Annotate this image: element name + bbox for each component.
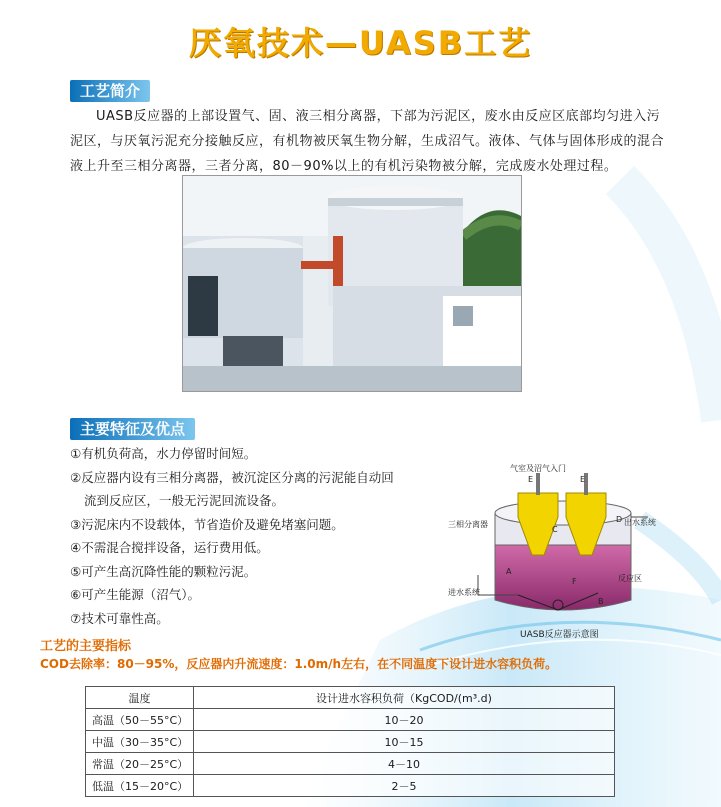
table-row [86, 753, 615, 775]
table-row [86, 775, 615, 797]
section-heading-intro: 工艺简介 [70, 80, 150, 102]
diagram-label-c: C [552, 525, 558, 534]
diagram-label-b: B [598, 597, 604, 606]
table-cell-load: 4－10 [194, 753, 615, 775]
diagram-label-outlet: 出水系统 [624, 518, 656, 527]
diagram-label-inlet: 进水系统 [448, 588, 480, 597]
diagram-label-a: A [506, 567, 512, 576]
feature-item: ⑥可产生能源（沼气）。 [70, 587, 200, 602]
uasb-diagram-graphic [448, 455, 658, 645]
diagram-label-e2: E [580, 475, 586, 484]
table-cell-load: 10－15 [194, 731, 615, 753]
section-heading-features: 主要特征及优点 [70, 418, 195, 440]
feature-item: ⑦技术可靠性高。 [70, 610, 169, 626]
table-cell-temperature: 中温（30－35°C） [86, 731, 194, 753]
feature-item-continuation: 流到反应区，一般无污泥回流设备。 [84, 493, 285, 508]
table-header-row [86, 687, 615, 709]
table-row [86, 731, 615, 753]
table-cell-temperature: 常温（20－25°C） [86, 753, 194, 775]
metrics-heading: 工艺的主要指标 [40, 639, 132, 654]
uasb-diagram [448, 455, 658, 645]
table-row [86, 709, 615, 731]
load-table [85, 686, 615, 797]
diagram-caption: UASB反应器示意图 [520, 630, 599, 640]
feature-item: ⑤可产生高沉降性能的颗粒污泥。 [70, 563, 257, 579]
diagram-label-reaction-zone: 反应区 [618, 574, 642, 583]
diagram-label-d: D [616, 515, 623, 524]
feature-item: ③污泥床内不设载体，节省造价及避免堵塞问题。 [70, 516, 344, 532]
diagram-label-separator: 三相分离器 [448, 520, 488, 529]
plant-photo [182, 175, 522, 392]
features-list [70, 442, 440, 630]
feature-item: ④不需混合搅拌设备，运行费用低。 [70, 540, 269, 555]
page-title: 厌氧技术—UASB工艺 [188, 24, 533, 62]
table-cell-temperature: 高温（50－55°C） [86, 709, 194, 731]
diagram-label-f: F [572, 577, 577, 586]
feature-item: ②反应器内设有三相分离器，被沉淀区分离的污泥能自动回 [70, 469, 394, 485]
table-header-temperature: 温度 [86, 687, 194, 709]
table-header-load: 设计进水容积负荷（KgCOD/(m³.d) [194, 687, 615, 709]
intro-paragraph: UASB反应器的上部设置气、固、液三相分离器，下部为污泥区，废水由反应区底部均匀进入污泥区，与厌氧污泥充分接触反应，有机物被厌氧生物分解，生成沼气。液体、气体与固体形成的混合液上升至三相分离器，三者分离，80－90%以上的有机污染物被分解，完成废水处理过程。 [70, 109, 665, 174]
table-cell-temperature: 低温（15－20°C） [86, 775, 194, 797]
diagram-label-gas-entry: 气室及沼气入门 [510, 464, 566, 473]
metrics-text: COD去除率：80－95%，反应器内升流速度：1.0m/h左右，在不同温度下设计进水容积负荷。 [40, 657, 558, 671]
feature-item: ①有机负荷高，水力停留时间短。 [70, 446, 257, 461]
diagram-label-e1: E [528, 475, 534, 484]
table-cell-load: 2－5 [194, 775, 615, 797]
table-cell-load: 10－20 [194, 709, 615, 731]
